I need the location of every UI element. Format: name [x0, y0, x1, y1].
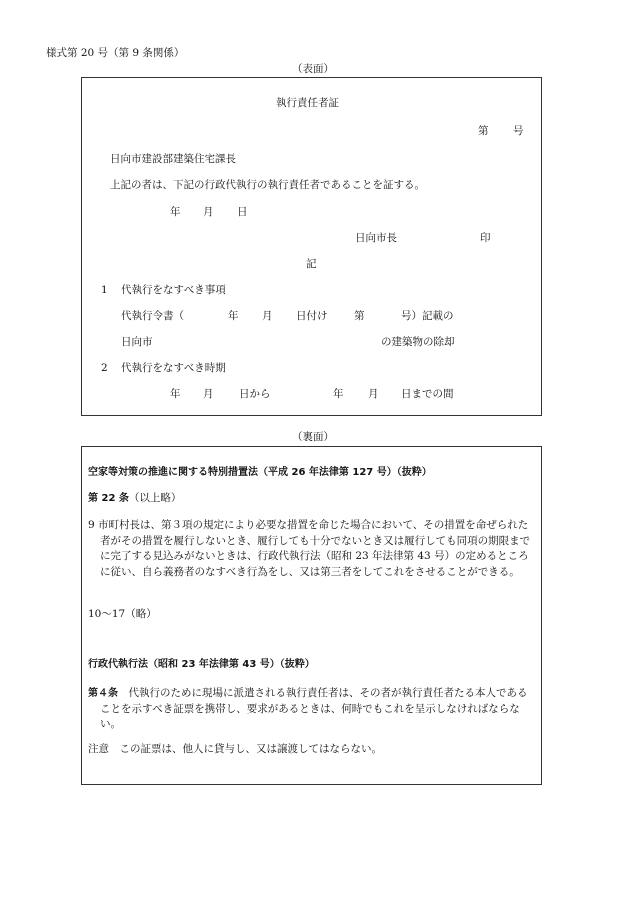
order-month: 月 — [262, 310, 273, 322]
mayor-name: 日向市長 — [355, 232, 397, 244]
article22-label: 第 22 条 — [88, 493, 129, 504]
certification-statement: 上記の者は、下記の行政代執行の執行責任者であることを証する。 — [110, 179, 425, 191]
item2-number: 2 — [101, 362, 108, 374]
order-dai: 第 — [354, 310, 365, 322]
article22 — [88, 493, 181, 504]
article22-rest: （以上略） — [128, 492, 182, 504]
front-caption: （表面） — [292, 63, 334, 75]
law1-title: 空家等対策の推進に関する特別措置法（平成 26 年法律第 127 号）（抜粋） — [88, 467, 432, 478]
period-until: 日までの間 — [401, 388, 454, 400]
item1-heading: 代執行をなすべき事項 — [121, 284, 226, 296]
issue-date-month: 月 — [203, 206, 214, 218]
article4-label: 第４条 — [88, 688, 118, 699]
number-dai: 第 — [478, 125, 489, 137]
paragraphs-10-17: 10〜17（略） — [88, 608, 157, 620]
form-label: 様式第 20 号（第 9 条関係） — [46, 47, 185, 59]
seal-mark: 印 — [480, 232, 491, 244]
period-year1: 年 — [170, 388, 181, 400]
issue-date-year: 年 — [170, 206, 181, 218]
order-year: 年 — [228, 310, 239, 322]
number-go: 号 — [513, 125, 524, 137]
law2-title: 行政代執行法（昭和 23 年法律第 43 号）（抜粋） — [88, 659, 315, 670]
period-year2: 年 — [333, 388, 344, 400]
holder-title: 日向市建設部建築住宅課長 — [110, 153, 236, 165]
item1-removal: の建築物の除却 — [381, 336, 455, 348]
period-from: 日から — [239, 388, 271, 400]
usage-note: 注意 この証票は、他人に貸与し、又は譲渡してはならない。 — [88, 743, 382, 755]
period-month2: 月 — [368, 388, 379, 400]
certificate-title: 執行責任者証 — [276, 97, 339, 109]
article4 — [88, 686, 536, 733]
order-dated: 日付け — [296, 310, 328, 322]
item1-number: 1 — [101, 284, 108, 296]
ki-heading: 記 — [306, 258, 317, 270]
order-go: 号）記載の — [401, 310, 454, 322]
period-month1: 月 — [203, 388, 214, 400]
item2-heading: 代執行をなすべき時期 — [121, 362, 226, 374]
paragraph9: 9 市町村長は、第３項の規定により必要な措置を命じた場合において、その措置を命ぜられた者がその措置を履行しないとき、履行しても十分でないとき又は履行しても同項の期限までに完了する見込みがないときは、行政代執行法（昭和 23 年法律第 43 号）の定めるところに従い、自ら義務者のなすべき行為をし、又は第三者をしてこれをさせることができる。 — [88, 519, 531, 578]
back-caption: （裏面） — [292, 431, 334, 443]
item1-city: 日向市 — [121, 336, 153, 348]
issue-date-day: 日 — [237, 206, 248, 218]
article4-text: 代執行のために現場に派遣される執行責任者は、その者が執行責任者たる本人であることを示すべき証票を携帯し、要求があるときは、何時でもこれを呈示しなければならない。 — [100, 687, 528, 730]
order-prefix: 代執行令書（ — [121, 310, 184, 322]
